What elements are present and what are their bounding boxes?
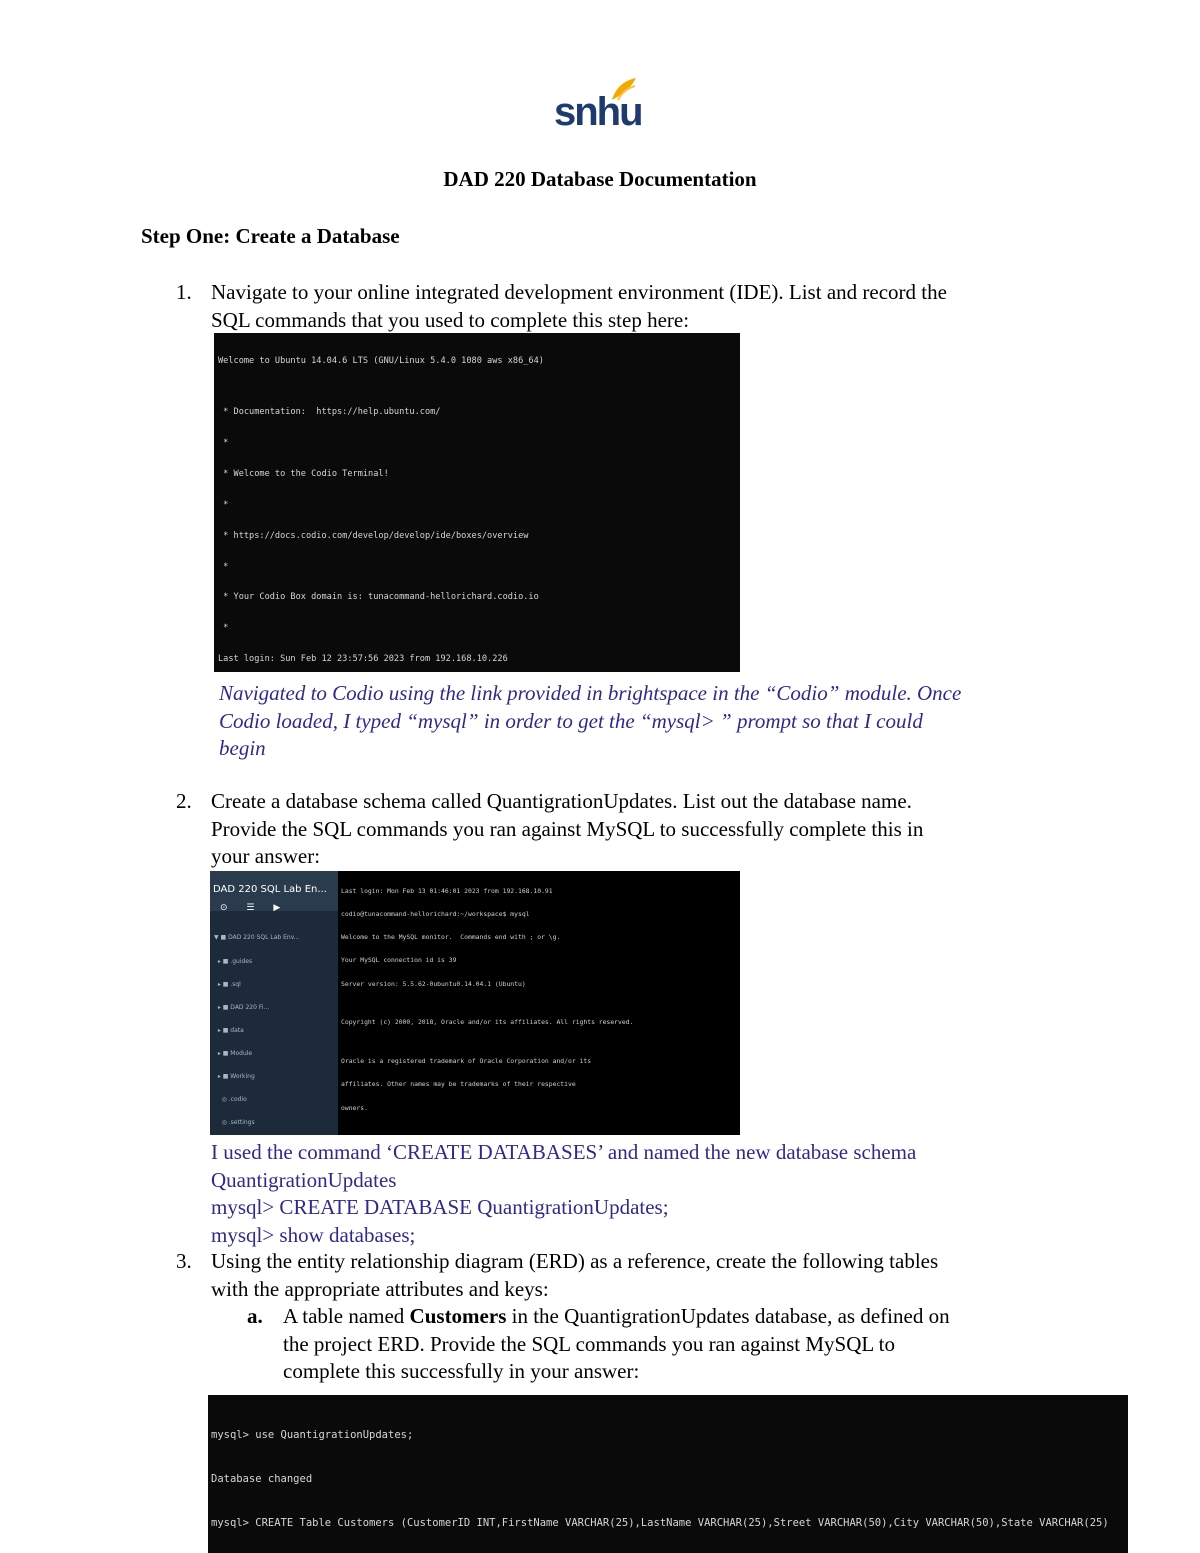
- answer-line: I used the command ‘CREATE DATABASES’ and named the new database schema: [211, 1140, 917, 1164]
- snhu-logo: [554, 76, 644, 136]
- file-tree-item: ▸ ■ data: [214, 1026, 244, 1034]
- ide-header: [210, 871, 338, 911]
- step-heading: Step One: Create a Database: [141, 224, 400, 248]
- text-line: Create a database schema called QuantigrationUpdates. List out the database name.: [211, 789, 912, 813]
- item-1-text: [211, 279, 947, 334]
- text-line: SQL commands that you used to complete this step here:: [211, 307, 690, 332]
- table-name-customers: Customers: [409, 1304, 507, 1328]
- text-line: Navigate to your online integrated development environment (IDE). List and record the: [211, 280, 947, 304]
- file-tree-item: ▼ ■ DAD 220 SQL Lab Env...: [214, 934, 300, 942]
- file-tree-item: ▸ ■ DAD 220 Fi...: [214, 1003, 270, 1011]
- file-tree: [214, 919, 300, 1135]
- logo-text: snhu: [554, 90, 642, 134]
- ide-title: DAD 220 SQL Lab En...: [213, 884, 327, 895]
- item-2-text: [211, 788, 923, 871]
- document-title: DAD 220 Database Documentation: [443, 167, 757, 191]
- sub-item-letter: a.: [247, 1304, 263, 1328]
- answer-line: mysql> CREATE DATABASE QuantigrationUpdates;: [211, 1195, 669, 1219]
- file-tree-item: ▸ ■ Working: [214, 1073, 255, 1081]
- file-tree-item: ◎ .codio: [214, 1096, 247, 1104]
- item-3-text: [211, 1248, 938, 1303]
- ide-toolbar-icons: ⊙ ☰ ▶: [220, 903, 289, 913]
- terminal-screenshot-3: mysql> use QuantigrationUpdates; Database changed mysql> CREATE Table Customers (CustomerID INT,FirstName VARCHAR(25),LastName VARCHAR(25),Street VARCHAR(50),City VARCHAR(50),State VARCHAR(25): [208, 1395, 1128, 1553]
- text-line: the project ERD. Provide the SQL commands you ran against MySQL to: [283, 1331, 896, 1356]
- text-line: Provide the SQL commands you ran against MySQL to successfully complete this in: [211, 816, 924, 841]
- text-line: with the appropriate attributes and keys:: [211, 1276, 549, 1301]
- answer-line: Codio loaded, I typed “mysql” in order to get the “mysql> ” prompt so that I could: [219, 708, 923, 733]
- answer-line: mysql> show databases;: [211, 1222, 416, 1247]
- ide-sidebar: [210, 871, 338, 1135]
- ide-terminal: Last login: Mon Feb 13 01:46:01 2023 from 192.168.10.91 codio@tunacommand-hellorichard:~/workspace$ mysql Welcome to the MySQL monitor. Commands end with ; or \g. Your MySQL connection id is 39 Server version: 5.5.62-0ubuntu0.14.04.1 (Ubuntu) Copyright (c) 2000, 2018, Oracle and/or its affiliates. All rights reserved. Oracle is a registered trademark of Oracle Corporation and/or its affiliates. Other names may be trademarks of their respective owners.: [341, 886, 634, 1112]
- file-tree-item: ▸ ■ Module: [214, 1049, 253, 1057]
- text-line: complete this successfully in your answer:: [283, 1359, 640, 1383]
- file-tree-item: ◎ .settings: [214, 1119, 255, 1127]
- text-line: your answer:: [211, 844, 321, 868]
- item-number: 2.: [176, 789, 192, 813]
- answer-line: QuantigrationUpdates: [211, 1167, 397, 1192]
- sub-item-a-text: [283, 1303, 950, 1386]
- item-number: 3.: [176, 1249, 192, 1273]
- text-line: A table named Customers in the QuantigrationUpdates database, as defined on: [283, 1304, 950, 1328]
- ide-screenshot: [210, 871, 740, 1135]
- file-tree-item: ▸ ■ .sql: [214, 980, 241, 988]
- text-line: Using the entity relationship diagram (ERD) as a reference, create the following tables: [211, 1249, 939, 1273]
- answer-line: Navigated to Codio using the link provided in brightspace in the “Codio” module. Once: [219, 681, 962, 705]
- terminal-screenshot-1: Welcome to Ubuntu 14.04.6 LTS (GNU/Linux 5.4.0 1080 aws x86_64) * Documentation: https://help.ubuntu.com/ * * Welcome to the Codio Terminal! * * https://docs.codio.com/develop/develop/ide/boxes/overview * * Your Codio Box domain is: tunacommand-hellorichard.codio.io * Last login: Sun Feb 12 23:57:56 2023 from 192.168.10.226: [214, 333, 740, 672]
- file-tree-item: ▸ ■ .guides: [214, 957, 253, 965]
- item-2-answer: [211, 1139, 916, 1249]
- item-number: 1.: [176, 280, 192, 304]
- answer-line: begin: [219, 736, 266, 760]
- item-1-answer: [219, 680, 961, 763]
